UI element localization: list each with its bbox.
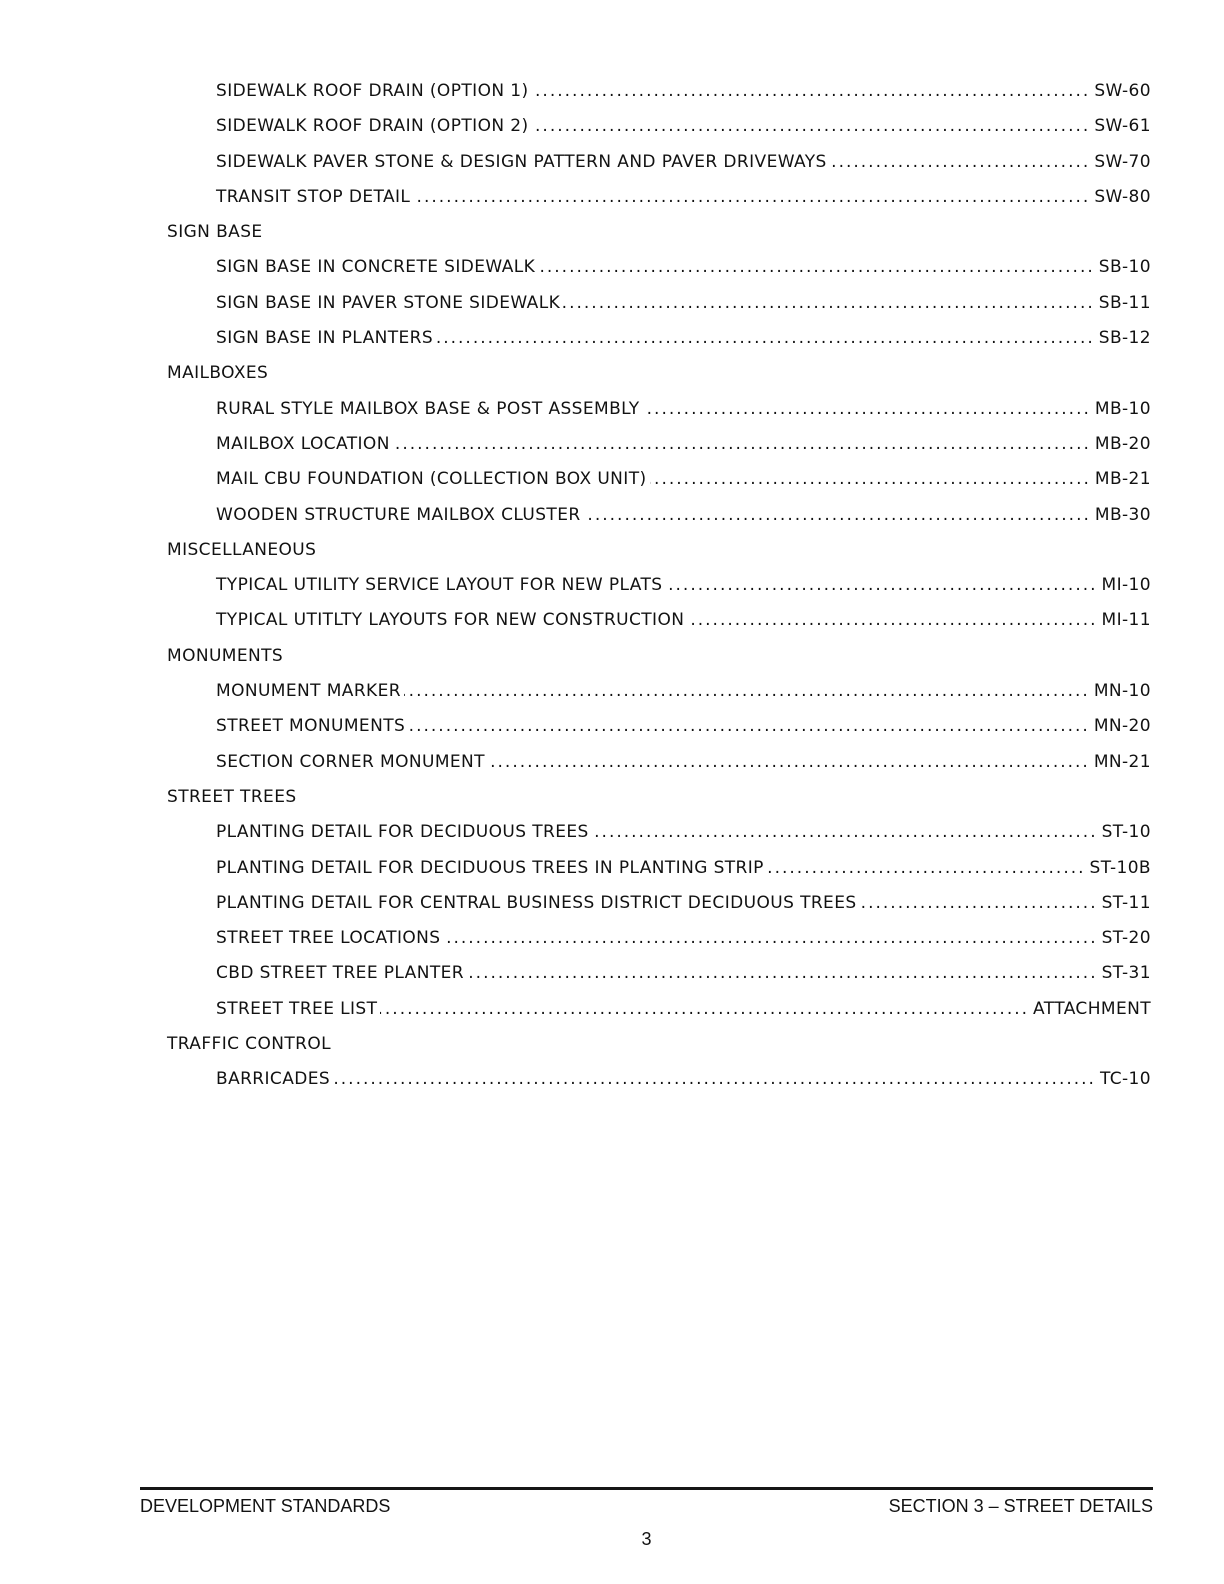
toc-entry-page-code: MN-10 bbox=[1093, 681, 1151, 702]
leader-dots bbox=[538, 250, 1095, 285]
toc-entry-title: MAIL CBU FOUNDATION (COLLECTION BOX UNIT) bbox=[216, 469, 647, 490]
toc-entry-page-code: SW-80 bbox=[1094, 186, 1151, 207]
leader-dots bbox=[443, 921, 1097, 956]
toc-section-header: MAILBOXES bbox=[167, 363, 269, 384]
toc-entry-title: PLANTING DETAIL FOR DECIDUOUS TREES IN PLANTING STRIP bbox=[216, 857, 764, 878]
toc-entry bbox=[140, 145, 1151, 180]
toc-entry-title: RURAL STYLE MAILBOX BASE & POST ASSEMBLY bbox=[216, 398, 640, 419]
toc-entry-page-code: SW-61 bbox=[1094, 116, 1151, 137]
toc-entry-page-code: MN-20 bbox=[1093, 716, 1151, 737]
toc-entry bbox=[140, 392, 1151, 427]
toc-entry bbox=[140, 603, 1151, 638]
toc-entry-title: BARRICADES bbox=[216, 1069, 331, 1090]
toc-entry bbox=[140, 921, 1151, 956]
leader-dots bbox=[650, 462, 1091, 497]
toc-entry bbox=[140, 74, 1151, 109]
leader-dots bbox=[767, 851, 1086, 886]
toc-entry bbox=[140, 709, 1151, 744]
leader-dots bbox=[333, 1062, 1096, 1097]
toc-entry-page-code: ST-11 bbox=[1101, 892, 1151, 913]
page-footer bbox=[140, 1493, 1153, 1519]
toc-entry-page-code: ST-31 bbox=[1101, 963, 1151, 984]
leader-dots bbox=[467, 956, 1098, 991]
leader-dots bbox=[532, 74, 1091, 109]
toc-section-header: TRAFFIC CONTROL bbox=[167, 1034, 331, 1055]
toc-entry bbox=[140, 815, 1151, 850]
toc-entry bbox=[140, 286, 1151, 321]
toc-entry bbox=[140, 250, 1151, 285]
toc-entry-page-code: SW-60 bbox=[1094, 81, 1151, 101]
toc-entry-title: STREET MONUMENTS bbox=[216, 716, 406, 737]
toc-section-header: MISCELLANEOUS bbox=[167, 539, 317, 560]
toc-entry bbox=[140, 180, 1151, 215]
toc-entry bbox=[140, 1062, 1151, 1097]
footer-document-title: DEVELOPMENT STANDARDS bbox=[140, 1496, 391, 1516]
toc-section-header: STREET TREES bbox=[167, 786, 297, 807]
toc-entry-title: STREET TREE LIST bbox=[216, 998, 378, 1019]
toc-entry bbox=[140, 886, 1151, 921]
toc-entry-page-code: MI-10 bbox=[1101, 575, 1151, 596]
toc-entry bbox=[140, 462, 1151, 497]
toc-entry-title: CBD STREET TREE PLANTER bbox=[216, 963, 464, 984]
toc-entry-title: SIGN BASE IN PAVER STONE SIDEWALK bbox=[216, 292, 561, 313]
toc-entry-title: WOODEN STRUCTURE MAILBOX CLUSTER bbox=[216, 504, 581, 525]
leader-dots bbox=[665, 568, 1097, 603]
leader-dots bbox=[488, 745, 1090, 780]
leader-dots bbox=[380, 992, 1029, 1027]
toc-entry-title: SIDEWALK ROOF DRAIN (OPTION 1) bbox=[216, 81, 529, 101]
toc-entry-page-code: MI-11 bbox=[1101, 610, 1151, 631]
toc-entry-page-code: MB-20 bbox=[1094, 433, 1151, 454]
toc-entry-page-code: ATTACHMENT bbox=[1033, 998, 1151, 1019]
leader-dots bbox=[393, 427, 1091, 462]
toc-entry-title: TRANSIT STOP DETAIL bbox=[216, 186, 411, 207]
toc-entry bbox=[140, 745, 1151, 780]
toc-entry-title: TYPICAL UTILITY SERVICE LAYOUT FOR NEW PLATS bbox=[216, 575, 663, 596]
leader-dots bbox=[643, 392, 1091, 427]
leader-dots bbox=[860, 886, 1098, 921]
toc-entry bbox=[140, 956, 1151, 991]
leader-dots bbox=[413, 180, 1090, 215]
toc-entry-title: SECTION CORNER MONUMENT bbox=[216, 751, 485, 772]
toc-entry-page-code: TC-10 bbox=[1099, 1069, 1151, 1090]
toc-entry-title: SIGN BASE IN CONCRETE SIDEWALK bbox=[216, 257, 536, 278]
footer-section-title: SECTION 3 – STREET DETAILS bbox=[888, 1496, 1153, 1516]
toc-entry bbox=[140, 568, 1151, 603]
leader-dots bbox=[830, 145, 1091, 180]
toc-entry-page-code: ST-10 bbox=[1101, 822, 1151, 843]
leader-dots bbox=[687, 603, 1097, 638]
toc-entry-title: SIDEWALK PAVER STONE & DESIGN PATTERN AND PAVER DRIVEWAYS bbox=[216, 151, 827, 172]
toc-entry bbox=[140, 992, 1151, 1027]
page-number: 3 bbox=[641, 1529, 652, 1549]
toc-entry-title: MONUMENT MARKER bbox=[216, 681, 401, 702]
toc-entry-page-code: SB-10 bbox=[1098, 257, 1151, 278]
toc-entry-page-code: SW-70 bbox=[1094, 151, 1151, 172]
toc-entry-page-code: ST-10B bbox=[1089, 857, 1151, 878]
toc-entry-title: SIGN BASE IN PLANTERS bbox=[216, 328, 434, 349]
toc-entry-page-code: MN-21 bbox=[1093, 751, 1151, 772]
leader-dots bbox=[436, 321, 1095, 356]
leader-dots bbox=[532, 109, 1091, 144]
toc-section-header: SIGN BASE bbox=[167, 222, 263, 243]
leader-dots bbox=[592, 815, 1098, 850]
toc-entry-title: PLANTING DETAIL FOR CENTRAL BUSINESS DISTRICT DECIDUOUS TREES bbox=[216, 892, 857, 913]
leader-dots bbox=[408, 709, 1090, 744]
toc-section-header: MONUMENTS bbox=[167, 645, 284, 666]
toc-entry-page-code: SB-12 bbox=[1098, 328, 1151, 349]
toc-entry bbox=[140, 851, 1151, 886]
toc-entry-page-code: ST-20 bbox=[1101, 928, 1151, 949]
toc-entry-title: SIDEWALK ROOF DRAIN (OPTION 2) bbox=[216, 116, 529, 137]
leader-dots bbox=[404, 674, 1090, 709]
toc-entry-page-code: MB-30 bbox=[1094, 504, 1151, 525]
toc-entry-title: MAILBOX LOCATION bbox=[216, 433, 390, 454]
toc-entry bbox=[140, 109, 1151, 144]
toc-entry-page-code: MB-21 bbox=[1094, 469, 1151, 490]
table-of-contents bbox=[140, 74, 1151, 1098]
toc-entry bbox=[140, 321, 1151, 356]
toc-entry-title: STREET TREE LOCATIONS bbox=[216, 928, 441, 949]
toc-entry bbox=[140, 498, 1151, 533]
footer-divider bbox=[140, 1487, 1153, 1490]
toc-entry-page-code: MB-10 bbox=[1094, 398, 1151, 419]
toc-entry bbox=[140, 427, 1151, 462]
toc-entry-page-code: SB-11 bbox=[1098, 292, 1151, 313]
leader-dots bbox=[563, 286, 1095, 321]
leader-dots bbox=[584, 498, 1091, 533]
toc-entry-title: TYPICAL UTITLTY LAYOUTS FOR NEW CONSTRUCTION bbox=[216, 610, 685, 631]
toc-entry bbox=[140, 674, 1151, 709]
toc-entry-title: PLANTING DETAIL FOR DECIDUOUS TREES bbox=[216, 822, 589, 843]
